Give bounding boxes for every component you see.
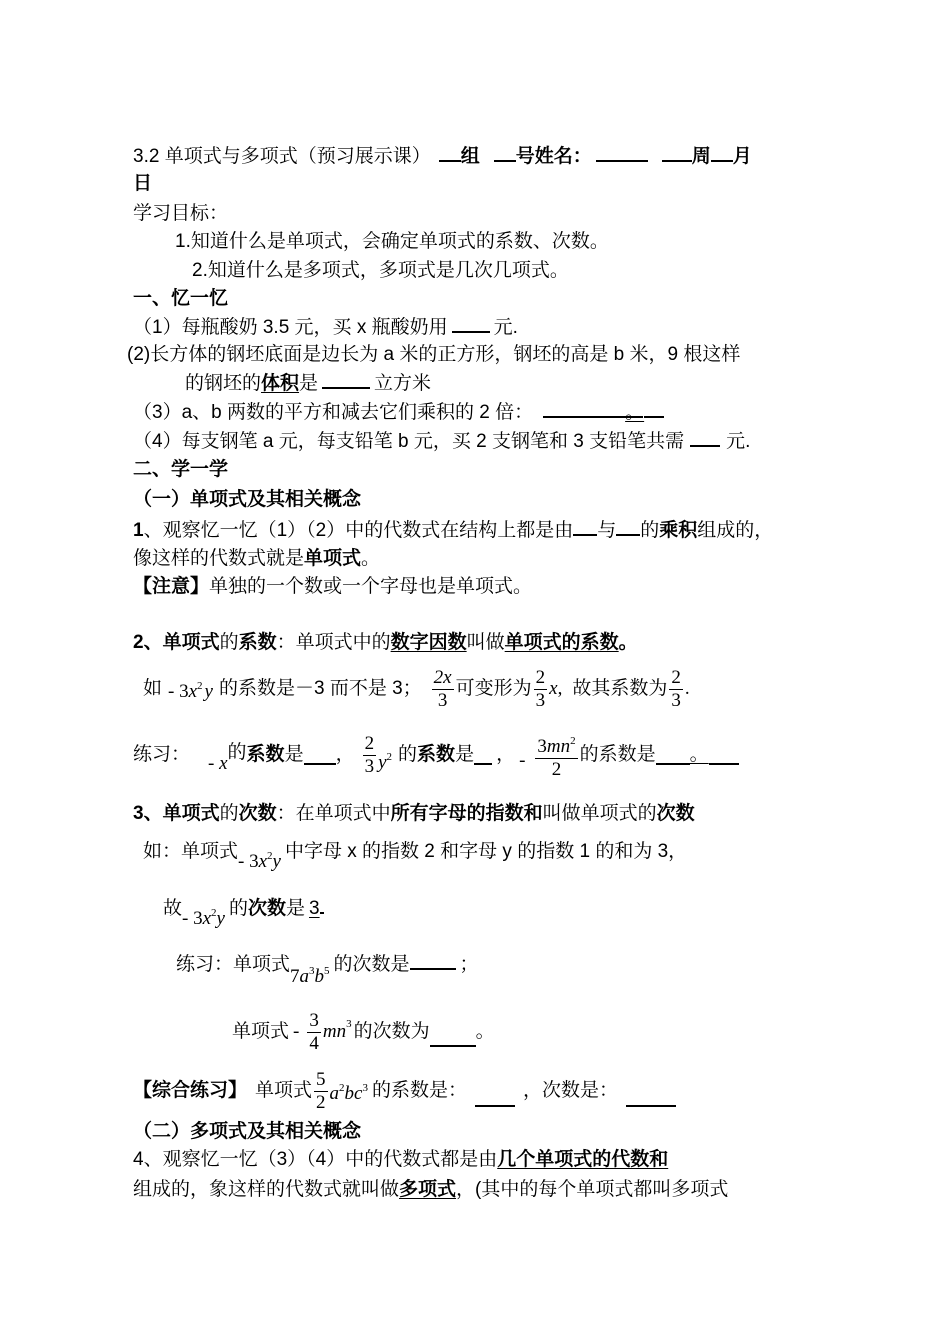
section-1-heading: 一、忆一忆 (133, 288, 229, 309)
title-line (133, 142, 752, 171)
name-label: 号姓名： (515, 146, 592, 167)
practice-3: 单项式 - $\frac{3}{4}$ mn $^3$ 的次数为 。 (232, 1009, 495, 1054)
point-2: 2、单项式的系数：单项式中的数字因数叫做单项式的系数。 (133, 632, 638, 653)
example-2b: 故- $3x^2y$ 的次数是 3 (163, 889, 324, 923)
question-2a: (2)长方体的钢坯底面是边长为 a 米的正方形，钢坯的高是 b 米，9 根这样 (127, 344, 741, 365)
math-expr: - $3x^2y$ (238, 850, 281, 872)
question-3: （3）a、b 两数的平方和减去它们乘积的 2 倍： 。 (133, 398, 664, 427)
math-expr: - x (208, 753, 228, 774)
day-label: 日 (133, 173, 153, 194)
fraction: $\frac{2}{3}$ (364, 732, 375, 777)
blank (709, 745, 739, 765)
blank (644, 398, 664, 418)
blank (322, 369, 370, 389)
comprehensive-practice: 【综合练习】 单项式 $\frac{5}{2}$ $a^2bc^3$ 的系数是： ，次数是： (133, 1063, 676, 1119)
note: 【注意】单独的一个数或一个字母也是单项式。 (133, 576, 533, 597)
question-2b: 的钢坯的体积是 立方米 (185, 369, 431, 398)
math-expr: $a^2bc^3$ (329, 1082, 368, 1104)
point-1b: 像这样的代数式就是单项式。 (133, 548, 381, 569)
subsection-2-heading: （二）多项式及其相关概念 (133, 1121, 362, 1142)
point-4b: 组成的，象这样的代数式就叫做多项式，(其中的每个单项式都叫多项式 (133, 1179, 729, 1200)
point-3: 3、单项式的次数：在单项式中所有字母的指数和叫做单项式的次数 (133, 803, 695, 824)
blank (304, 745, 336, 765)
blank (474, 745, 492, 765)
fraction: $\frac{3mn^2}{2}$ (535, 730, 577, 781)
question-4: （4）每支钢笔 a 元，每支铅笔 b 元，买 2 支钢笔和 3 支铅笔共需 元. (133, 427, 750, 456)
fraction: $\frac{2}{3}$ (671, 666, 681, 711)
point-1a: 1、观察忆一忆（1）（2）中的代数式在结构上都是由 与 的乘积组成的， (133, 516, 773, 545)
blank (690, 427, 720, 447)
blank (662, 142, 692, 162)
blank (475, 1087, 515, 1107)
fraction: $\frac{2x}{3}$ (433, 666, 452, 711)
section-2-heading: 二、学一学 (133, 459, 229, 480)
practice-2: 练习：单项式$7a^3b^5$ 的次数是 ； (176, 945, 479, 979)
example-1: 如 - $3x^2$ y 的系数是－3 而不是 3； $\frac{2x}{3}$ 可变形为 $\frac{2}{3}$ x , 故其系数为 $\frac{2}{3}$ . (143, 666, 690, 711)
goal-1: 1.知道什么是单项式，会确定单项式的系数、次数。 (175, 231, 609, 252)
blank (452, 313, 490, 333)
math-expr: $7a^3b^5$ (290, 965, 330, 987)
practice-1: 练习： - x 的 系数 是 ， $\frac{2}{3}$ y $^2$ 的 系数 是 ， - $\frac{3mn^2}{2}$ 的系数是 。 (133, 728, 739, 782)
blank (656, 745, 690, 765)
math-expr: - $3x^2y$ (182, 907, 225, 929)
subsection-1-heading: （一）单项式及其相关概念 (133, 489, 362, 510)
blank (573, 516, 597, 536)
blank (596, 142, 648, 162)
blank (494, 142, 516, 162)
blank (320, 894, 324, 914)
fraction: $\frac{5}{2}$ (316, 1068, 326, 1113)
point-4a: 4、观察忆一忆（3）（4）中的代数式都是由几个单项式的代数和 (133, 1149, 669, 1170)
blank (430, 1027, 476, 1047)
week-label: 周 (691, 146, 711, 167)
math-expr: - $3x^2$ y (168, 680, 213, 702)
blank (711, 142, 733, 162)
blank (410, 950, 456, 970)
title-text: 3.2 单项式与多项式（预习展示课） (133, 146, 431, 167)
question-1: （1）每瓶酸奶 3.5 元，买 x 瓶酸奶用 元. (133, 313, 518, 342)
goals-heading: 学习目标： (133, 203, 229, 224)
blank (439, 142, 461, 162)
month-label: 月 (732, 146, 752, 167)
blank (616, 516, 640, 536)
fraction: $\frac{2}{3}$ (535, 666, 546, 711)
group-label: 组 (460, 146, 480, 167)
blank (626, 1087, 676, 1107)
example-2a: 如：单项式- $3x^2y$ 中字母 x 的指数 2 和字母 y 的指数 1 的和为 3， (143, 841, 688, 872)
fraction: $\frac{3}{4}$ (309, 1009, 319, 1054)
goal-2: 2.知道什么是多项式，多项式是几次几项式。 (192, 260, 569, 281)
